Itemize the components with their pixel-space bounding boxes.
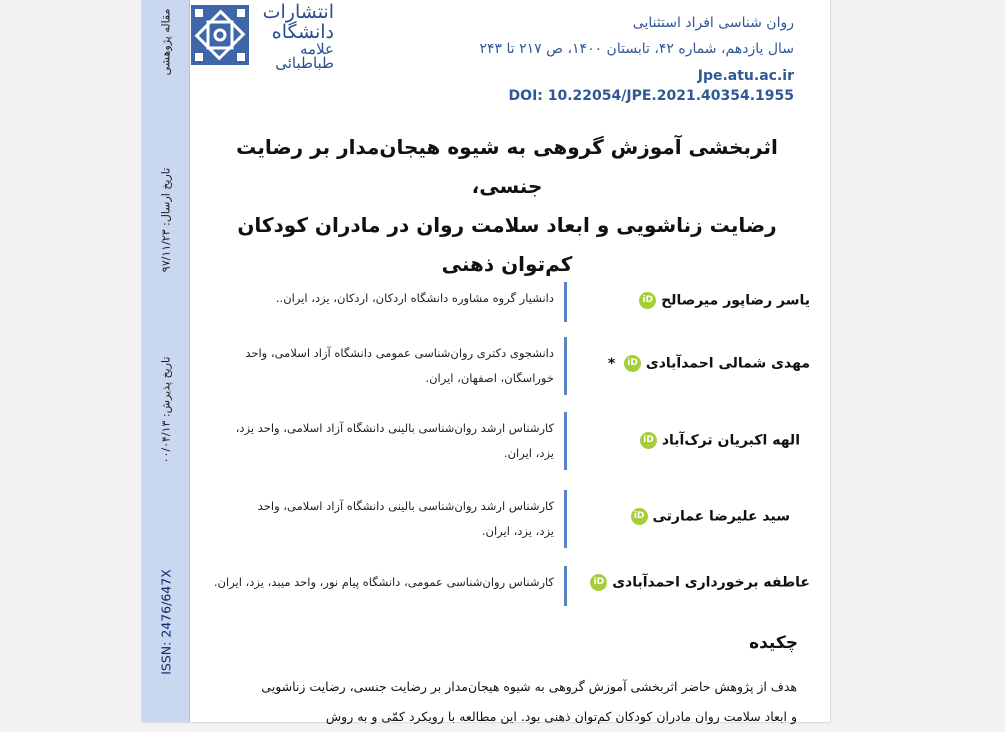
affiliation-line: کارشناس روان‌شناسی عمومی، دانشگاه پیام نور، واحد میبد، یزد، ایران. xyxy=(213,575,554,589)
author-divider xyxy=(564,337,567,395)
author-divider xyxy=(564,566,567,606)
article-type-label: مقاله پژوهشی xyxy=(159,8,173,76)
affiliation-line: کارشناس ارشد روان‌شناسی بالینی دانشگاه آزاد اسلامی، واحد xyxy=(257,499,554,513)
author-name-block xyxy=(602,355,810,372)
author-name: یاسر رضاپور میرصالح xyxy=(661,292,810,309)
orcid-icon[interactable]: iD xyxy=(639,292,656,309)
orcid-icon[interactable]: iD xyxy=(640,432,657,449)
abstract-line: و ابعاد سلامت روان مادران کودکان کم‌توان ذهنی بود. این مطالعه با رویکرد کمّی و به روش xyxy=(325,709,797,724)
article-title-line: کم‌توان ذهنی xyxy=(441,252,573,276)
journal-name: روان شناسی افراد استثنایی xyxy=(632,15,794,31)
author-row xyxy=(190,566,810,608)
affiliation-line: یزد، ایران. xyxy=(503,446,554,460)
article-title-line: رضایت زناشویی و ابعاد سلامت روان در مادران کودکان xyxy=(237,213,777,237)
affiliation-line: خوراسگان، اصفهان، ایران. xyxy=(425,371,554,385)
accept-date-label: تاریخ پذیرش: ۰۰/۰۴/۱۳ xyxy=(159,356,173,464)
author-divider xyxy=(564,282,567,322)
issn-label: ISSN: 2476/647X xyxy=(158,569,174,675)
author-row xyxy=(190,490,810,550)
affiliation-line: دانشجوی دکتری روان‌شناسی عمومی دانشگاه آزاد اسلامی، واحد xyxy=(245,346,554,360)
publisher-wordmark xyxy=(254,1,334,72)
publisher-wordmark-line: طباطبائی xyxy=(275,54,334,72)
author-affiliation xyxy=(234,286,554,311)
abstract-body xyxy=(217,672,797,732)
author-affiliation xyxy=(184,570,554,595)
article-sidebar xyxy=(142,0,190,722)
author-name: الهه اکبریان ترک‌آباد xyxy=(661,432,800,449)
doi-link[interactable]: DOI: 10.22054/JPE.2021.40354.1955 xyxy=(508,88,794,104)
author-row xyxy=(190,282,810,322)
abstract-line: هدف از پژوهش حاضر اثربخشی آموزش گروهی به شیوه هیجان‌مدار بر رضایت جنسی، رضایت زناشویی xyxy=(261,679,797,694)
article-page xyxy=(142,0,830,722)
author-row xyxy=(190,337,810,397)
affiliation-line: دانشیار گروه مشاوره دانشگاه اردکان، اردکان، یزد، ایران.. xyxy=(275,291,554,305)
corresponding-author-mark: * xyxy=(607,355,616,372)
author-row xyxy=(190,412,810,472)
author-affiliation xyxy=(224,341,554,391)
orcid-icon[interactable]: iD xyxy=(624,355,641,372)
university-logo xyxy=(190,4,250,66)
author-name: عاطفه برخورداری احمدآبادی xyxy=(612,574,810,591)
author-affiliation xyxy=(224,416,554,466)
author-name: مهدی شمالی احمدآبادی xyxy=(645,355,810,372)
affiliation-line: کارشناس ارشد روان‌شناسی بالینی دانشگاه آزاد اسلامی، واحد یزد، xyxy=(235,421,554,435)
author-name-block xyxy=(627,508,790,525)
author-name-block xyxy=(586,574,810,591)
publisher-wordmark-line: دانشگاه xyxy=(271,21,334,43)
article-title-line: اثربخشی آموزش گروهی به شیوه هیجان‌مدار بر رضایت جنسی، xyxy=(236,135,778,198)
author-name-block xyxy=(636,432,800,449)
journal-url-link[interactable]: Jpe.atu.ac.ir xyxy=(697,68,794,84)
author-name-block xyxy=(635,292,810,309)
orcid-icon[interactable]: iD xyxy=(631,508,648,525)
abstract-heading: چکیده xyxy=(749,633,798,653)
article-title xyxy=(212,128,802,284)
author-divider xyxy=(564,490,567,548)
publisher-wordmark-line: انتشارات xyxy=(262,1,334,23)
publisher-wordmark-line: علامه xyxy=(300,40,334,58)
author-name: سید علیرضا عمارتی xyxy=(652,508,790,525)
author-divider xyxy=(564,412,567,470)
submit-date-label: تاریخ ارسال: ۹۷/۱۱/۲۳ xyxy=(159,167,173,273)
author-affiliation xyxy=(224,494,554,544)
affiliation-line: یزد، یزد، ایران. xyxy=(481,524,554,538)
journal-header xyxy=(479,10,794,106)
journal-issue: سال یازدهم، شماره ۴۲، تابستان ۱۴۰۰، ص ۲۱۷ تا ۲۴۳ xyxy=(479,41,794,57)
orcid-icon[interactable]: iD xyxy=(590,574,607,591)
